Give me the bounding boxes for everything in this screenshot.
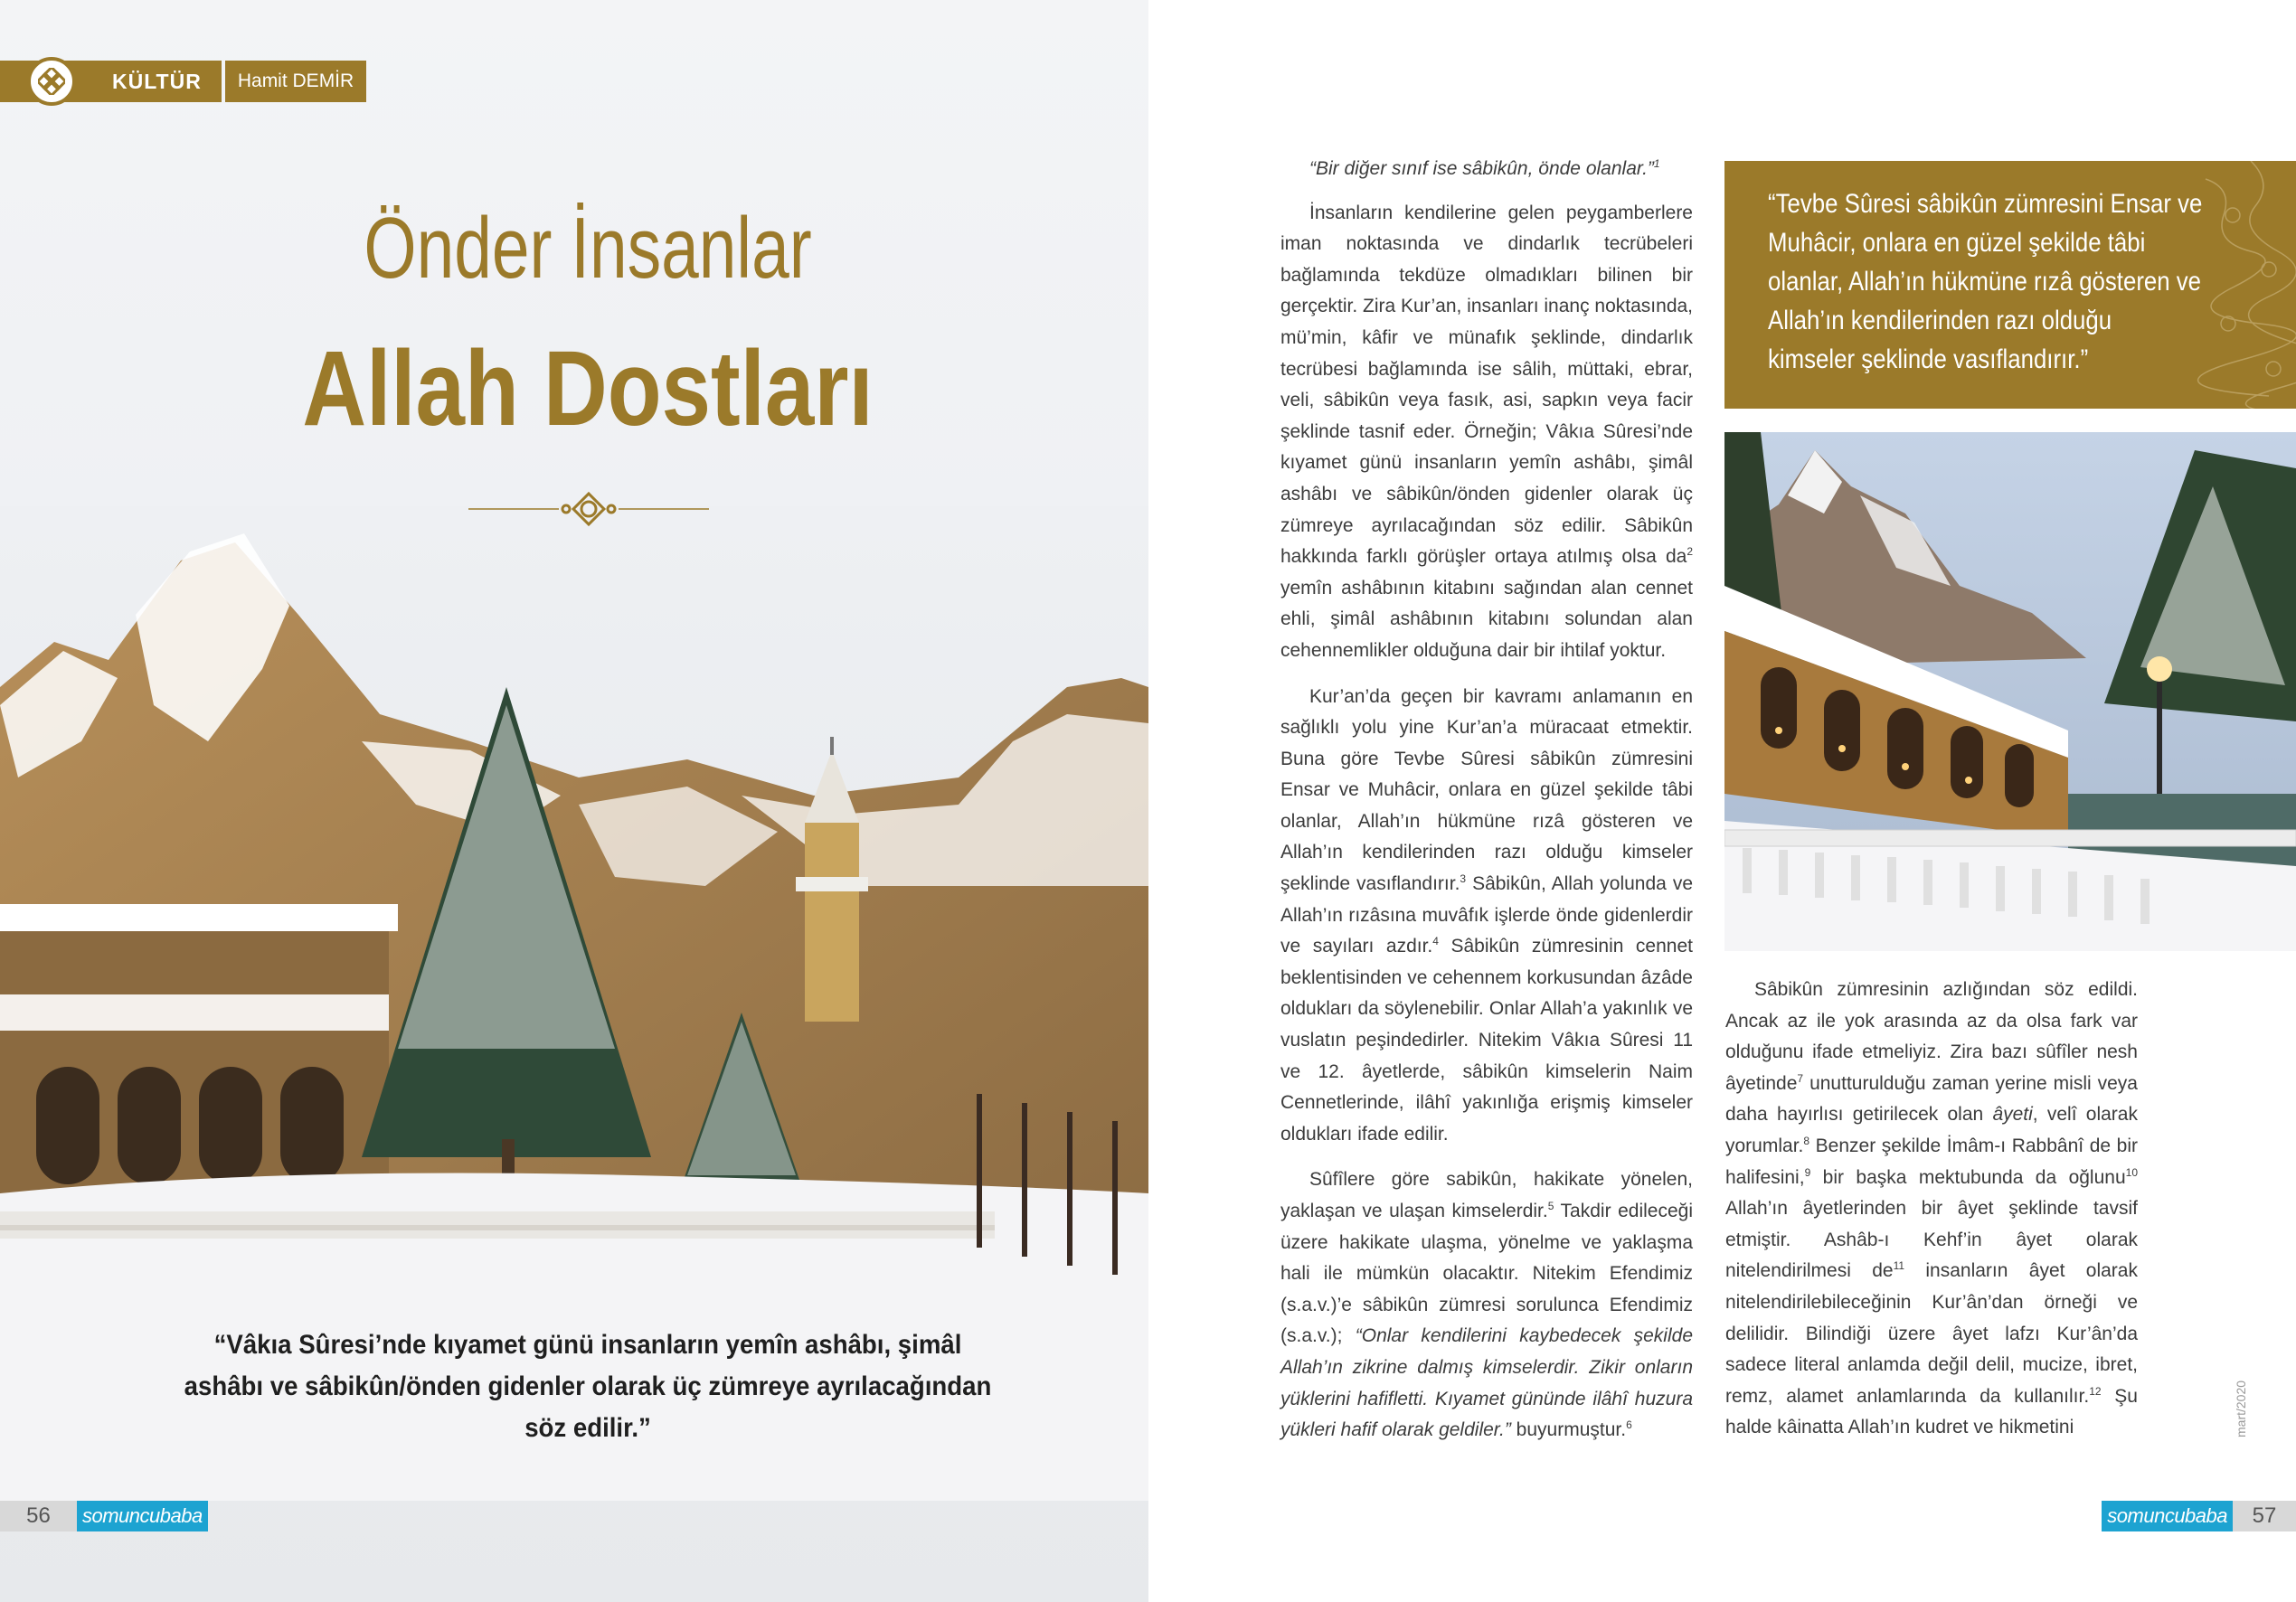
- brand-logo: [0, 61, 90, 102]
- right-pull-quote-box: [1724, 161, 2296, 409]
- paragraph-3: Sûfîlere göre sabikûn, hakikate yönelen, yaklaşan ve ulaşan kimselerdir.$^5$ Takdir edileceği üzere hakikate ulaşma, yönelme ve yaklaşma hali ile mümkün olacaktır. Nitekim Efendimiz (s.a.v.)’e sâbikûn zümresi sorulunca Efendimiz (s.a.v.); “Onlar kendilerini kaybedecek şekilde Allah’ın zikrine dalmış kimselerdir. Zikir onların yüklerini hafifletti. Kıyamet gününde ilâhî huzura yükleri hafif olarak geldiler.” buyurmuştur.$^6$: [1280, 1169, 1693, 1441]
- footer-right: [2102, 1501, 2296, 1531]
- opening-quote: “Bir diğer sınıf ise sâbikûn, önde olanlar.”$^1$: [1309, 157, 1660, 179]
- footer-left: [0, 1501, 208, 1531]
- paragraph-1: İnsanların kendilerine gelen peygamberlere iman noktasında ve dindarlık tecrübeleri bağlamında tekdüze olmadıkları bilinen bir gerçektir. Zira Kur’an, insanları inanç noktasında, mü’min, kâfir ve münafık şeklinde, dindarlık tecrübesi bağlamında ise sâlih, müttaki, ebrar, veli, sâbikûn veya fasık, asi, sapkın veya facir şeklinde tasnif eder. Örneğin; Vâkıa Sûresi’nde kıyamet günü insanların yemîn ashâbı, şimâl ashâbı ve sâbikûn/önden gidenler olarak üç zümreye ayrılacağından söz edilir. Sâbikûn hakkında farklı görüşler ortaya atılmış olsa $da^2$ yemîn ashâbının kitabını sağından alan cennet ehli, şimâl ashâbının kitabını solundan alan cehennemlikler olduğuna dair bir ihtilaf yoktur.: [1280, 202, 1694, 661]
- magazine-brand-right: somuncubaba: [2102, 1501, 2233, 1531]
- article-title-line1: Önder İnsanlar: [364, 200, 812, 297]
- right-page: [1148, 0, 2296, 1602]
- floral-pattern-icon: [2197, 161, 2296, 409]
- right-photo-mosque-portico: [1724, 432, 2296, 951]
- right-pull-quote-text: “Tevbe Sûresi sâbikûn zümresini Ensar ve Muhâcir, onlara en güzel şekilde tâbi olanlar, Allah’ın hükmüne rızâ gösteren ve Allah’ın kendilerinden razı olduğu kimseler şeklinde vasıflandırır.”: [1768, 189, 2203, 374]
- left-pull-quote: “Vâkıa Sûresi’nde kıyamet günü insanların yemîn ashâbı, şimâl ashâbı ve sâbikûn/önden gidenler olarak üç zümreye ayrılacağından söz edilir.”: [184, 1330, 992, 1443]
- page-number-right: 57: [2233, 1501, 2296, 1531]
- paragraph-2: Kur’an’da geçen bir kavramı anlamanın en sağlıklı yolu yine Kur’an’a müracaat etmektir. Buna göre Tevbe Sûresi sâbikûn zümresini Ensar ve Muhâcir, onlara en güzel şekilde tâbi olanlar, Allah’ın hükmüne rızâ gösteren ve Allah’ın kendilerinden razı olduğu kimseler şeklinde vasıflandırır.$^3$ Sâbikûn, Allah yolunda ve Allah’ın rızâsına muvâfık işlerde önde gidenlerdir ve sayıları azdır.$^4$ Sâbikûn zümresinin cennet beklentisinden ve cehennem korkusundan âzâde oldukları da söylenebilir. Onlar Allah’a yakınlık ve vuslatın peşindedirler. Nitekim Vâkıa Sûresi 11 ve 12. âyetlerde, sâbikûn kimselerin Naim Cennetlerinde, ilâhî yakınlığa erişmiş kimseler oldukları ifade edilir.: [1280, 685, 1693, 1145]
- author-name: Hamit DEMİR: [225, 61, 366, 102]
- section-header: [0, 61, 366, 102]
- body-column-1: [1280, 154, 1693, 1461]
- ornament-divider-icon: [468, 491, 709, 527]
- knot-icon: [27, 57, 76, 106]
- page-number-left: 56: [0, 1501, 77, 1531]
- body-column-2: [1725, 975, 2138, 1458]
- paragraph-4: Sâbikûn zümresinin azlığından söz edildi. Ancak az ile yok arasında az da olsa fark var olduğunu ifade etmeliyiz. Zira bazı sûfîler nesh âyetinde$^7$ unutturulduğu zaman yerine misli veya daha hayırlısı getirilecek olan âyeti, velî olarak yorumlar.$^8$ Benzer şekilde İmâm-ı Rabbânî de bir halifesini,$^9$ bir başka mektubunda da oğlunu$^{10}$ Allah’ın âyetlerinden bir âyet şeklinde tavsif etmiştir. Ashâb-ı Kehf’in âyet olarak nitelendirilmesi $de^{11}$ insanların âyet olarak nitelendirilebileceğinin Kur’ân’dan örneği ve delilidir. Bilindiği üzere âyet lafzı Kur’ân’da sadece literal anlamda değil delil, mucize, ibret, remz, alamet anlamlarında da kullanılır.$^{12}$ Şu halde kâinatta Allah’ın kudret ve hikmetini: [1725, 979, 2138, 1438]
- section-label: KÜLTÜR: [90, 61, 222, 102]
- magazine-brand-left: somuncubaba: [77, 1501, 208, 1531]
- issue-date: mart/2020: [2234, 1380, 2248, 1437]
- article-title-line2: Allah Dostları: [302, 329, 874, 448]
